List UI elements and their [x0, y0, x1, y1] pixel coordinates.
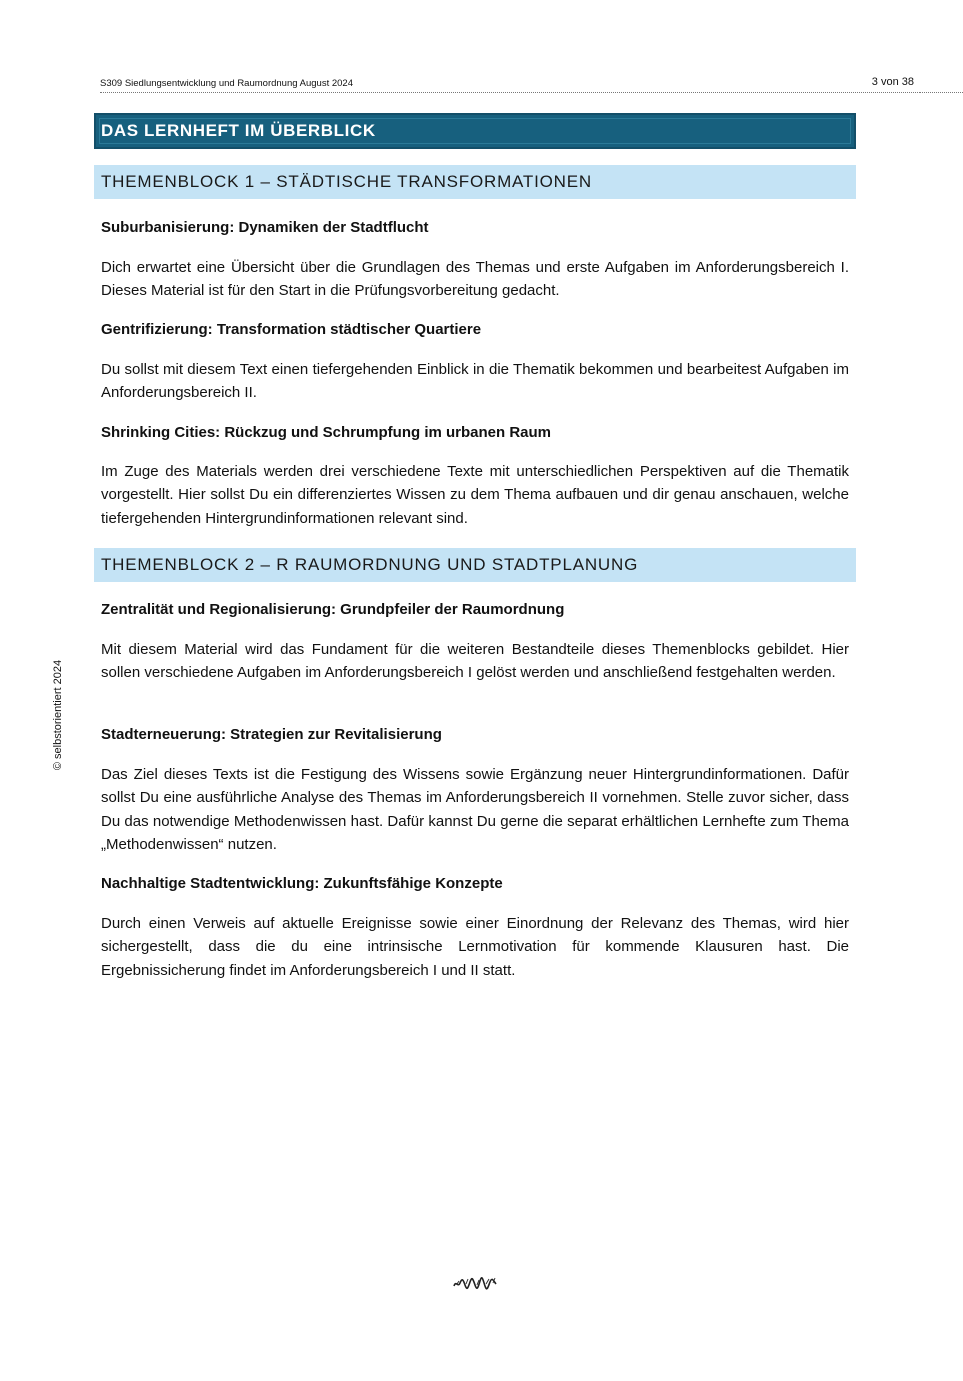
page-header	[100, 76, 920, 93]
header-divider	[920, 92, 963, 93]
item-heading: Shrinking Cities: Rückzug und Schrumpfung im urbanen Raum	[101, 424, 552, 441]
themenblock-1-title: THEMENBLOCK 1 – STÄDTISCHE TRANSFORMATIONEN	[101, 172, 592, 191]
footer-logo	[453, 1276, 497, 1290]
themenblock-2-title: THEMENBLOCK 2 – R RAUMORDNUNG UND STADTPLANUNG	[101, 555, 639, 574]
item-heading: Zentralität und Regionalisierung: Grundpfeiler der Raumordnung	[101, 601, 565, 618]
item-heading: Gentrifizierung: Transformation städtischer Quartiere	[101, 321, 482, 338]
item-text: Mit diesem Material wird das Fundament für die weiteren Bestandteile dieses Themenblocks gebildet. Hier sollen verschiedene Aufgaben im Anforderungsbereich I gelöst werden und anschließend festgehalten werden.	[101, 641, 849, 682]
document-title: S309 Siedlungsentwicklung und Raumordnung August 2024	[100, 78, 353, 89]
themenblock-2-title-bar	[94, 548, 856, 582]
item-heading: Suburbanisierung: Dynamiken der Stadtflucht	[101, 219, 429, 236]
themenblock-1-title-bar	[94, 165, 856, 199]
item-text: Durch einen Verweis auf aktuelle Ereignisse sowie einer Einordnung der Relevanz des Themas, wird hier sichergestellt, dass die du eine intrinsische Lernmotivation für kommende Klausuren hast. Die Ergebnissicherung findet im Anforderungsbereich I und II statt.	[101, 915, 849, 979]
section-title: DAS LERNHEFT IM ÜBERBLICK	[101, 121, 376, 140]
section-title-bar	[94, 113, 856, 149]
item-heading: Stadterneuerung: Strategien zur Revitalisierung	[101, 726, 442, 743]
item-text: Das Ziel dieses Texts ist die Festigung des Wissens sowie Ergänzung neuer Hintergrundinformationen. Dafür sollst Du eine ausführliche Analyse des Themas im Anforderungsbereich II vornehmen. Stelle zuvor sicher, dass Du das notwendige Methodenwissen hast. Dafür kannst Du gerne die separat erhältlichen Lernhefte zum Thema „Methodenwissen“ nutzen.	[101, 766, 849, 853]
item-text: Dich erwartet eine Übersicht über die Grundlagen des Themas und erste Aufgaben im Anforderungsbereich I. Dieses Material ist für den Start in die Prüfungsvorbereitung gedacht.	[101, 259, 849, 300]
item-heading: Nachhaltige Stadtentwicklung: Zukunftsfähige Konzepte	[101, 875, 503, 892]
page-number: 3 von 38	[871, 76, 914, 88]
copyright-notice: © selbstorientiert 2024	[52, 659, 64, 771]
item-text: Im Zuge des Materials werden drei verschiedene Texte mit unterschiedlichen Perspektiven auf die Thematik vorgestellt. Hier sollst Du ein differenziertes Wissen zu dem Thema aufbauen und dir genau anschauen, welche tiefergehenden Hintergrundinformationen relevant sind.	[101, 463, 849, 527]
item-text: Du sollst mit diesem Text einen tiefergehenden Einblick in die Thematik bekommen und bearbeitest Aufgaben im Anforderungsbereich II.	[101, 361, 849, 402]
